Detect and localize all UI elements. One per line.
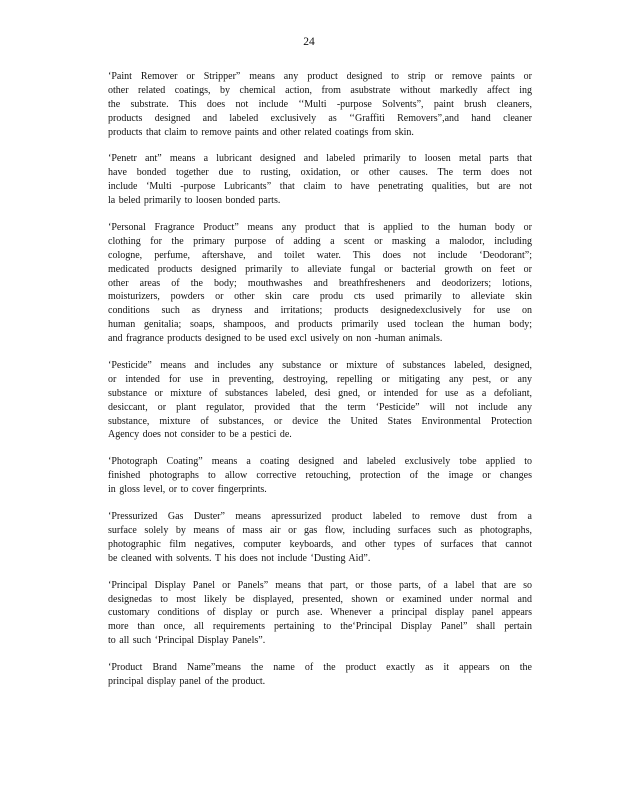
text-line: human genitalia; soaps, shampoos, and products primarily used toclean the human body; xyxy=(108,319,532,331)
text-line: substance, mixture of substances, or device the United States Environmental Protection xyxy=(108,415,532,427)
text-line: have bonded together due to rusting, oxidation, or other causes. The term does not xyxy=(108,167,532,179)
definition-photograph-coating xyxy=(108,455,532,497)
definition-paint-remover xyxy=(108,70,532,139)
text-line: designedas to most likely be displayed, presented, shown or examined under normal and xyxy=(108,593,532,605)
text-line: be cleaned with solvents. T his does not include ‘Dusting Aid”. xyxy=(108,552,371,564)
text-line: ‘Pesticide” means and includes any substance or mixture of substances labeled, designed, xyxy=(108,360,532,372)
text-line: other areas of the body; mouthwashes and breathfresheners and deodorizers; lotions, xyxy=(108,277,532,289)
definition-product-brand-name xyxy=(108,661,532,689)
text-line: desiccant, or plant regulator, provided that the term ‘Pesticide” will not include any xyxy=(108,401,532,413)
text-line: ‘Penetr ant” means a lubricant designed and labeled primarily to loosen metal parts that xyxy=(108,153,532,165)
text-line: ‘Photograph Coating” means a coating designed and labeled exclusively tobe applied to xyxy=(108,456,532,468)
text-line: ‘Product Brand Name”means the name of the product exactly as it appears on the xyxy=(108,662,532,674)
text-line: ‘Paint Remover or Stripper” means any product designed to strip or remove paints or xyxy=(108,71,532,82)
text-line: cologne, perfume, aftershave, and toilet water. This does not include ‘Deodorant”; xyxy=(108,249,532,261)
text-line: products that claim to remove paints and other related coatings from skin. xyxy=(108,126,414,138)
text-line: to all such ‘Principal Display Panels”. xyxy=(108,635,266,647)
text-line: more than once, all requirements pertaining to the‘Principal Display Panel” shall pertain xyxy=(108,621,532,633)
definition-principal-display-panel xyxy=(108,579,532,648)
text-line: substance or mixture of substances labeled, desi gned, or intended for use as a defoliant, xyxy=(108,387,532,399)
text-line: ‘Pressurized Gas Duster” means apressurized product labeled to remove dust from a xyxy=(108,511,532,523)
text-line: customary conditions of display or purch ase. Whenever a principal display panel appears xyxy=(108,607,532,619)
text-line: surface solely by means of mass air or gas flow, including surfaces such as photographs, xyxy=(108,524,532,536)
text-line: and fragrance products designed to be used excl usively on non -human animals. xyxy=(108,333,443,345)
text-line: conditions such as dryness and irritations; products designedexclusively for use on xyxy=(108,305,532,317)
text-line: in gloss level, or to cover fingerprints. xyxy=(108,484,267,496)
text-line: the substrate. This does not include ‘‘Multi -purpose Solvents”, paint brush cleaners, xyxy=(108,98,532,110)
text-line: medicated products designed primarily to alleviate fungal or bacterial growth on feet or xyxy=(108,263,532,275)
text-line: Agency does not consider to be a pestici de. xyxy=(108,429,292,441)
definition-pressurized-gas-duster xyxy=(108,510,532,566)
text-line: other related coatings, by chemical action, from asubstrate without markedly affect ing xyxy=(108,84,532,96)
text-line: include ‘Multi -purpose Lubricants” that claim to have penetrating qualities, but are not xyxy=(108,181,532,193)
page-number: 24 xyxy=(303,36,315,48)
definition-personal-fragrance-product xyxy=(108,221,532,346)
text-line: photographic film negatives, computer keyboards, and other types of surfaces that cannot xyxy=(108,538,532,550)
text-line: finished photographs to allow corrective retouching, protection of the image or changes xyxy=(108,470,532,482)
text-line: products designed and labeled exclusively as ‘‘Graffiti Removers”,and hand cleaner xyxy=(108,112,532,124)
definitions-body xyxy=(108,70,532,702)
text-line: ‘Principal Display Panel or Panels” means that part, or those parts, of a label that are so xyxy=(108,579,532,591)
text-line: or intended for use in preventing, destroying, repelling or mitigating any pest, or any xyxy=(108,373,532,385)
text-line: clothing for the primary purpose of adding a scent or masking a malodor, including xyxy=(108,235,532,247)
text-line: moisturizers, powders or other skin care produ cts used primarily to alleviate skin xyxy=(108,291,532,303)
definition-penetrant xyxy=(108,152,532,208)
text-line: ‘Personal Fragrance Product” means any product that is applied to the human body or xyxy=(108,222,532,234)
text-line: la beled primarily to loosen bonded parts. xyxy=(108,195,281,207)
definition-pesticide xyxy=(108,359,532,442)
text-line: principal display panel of the product. xyxy=(108,675,266,687)
